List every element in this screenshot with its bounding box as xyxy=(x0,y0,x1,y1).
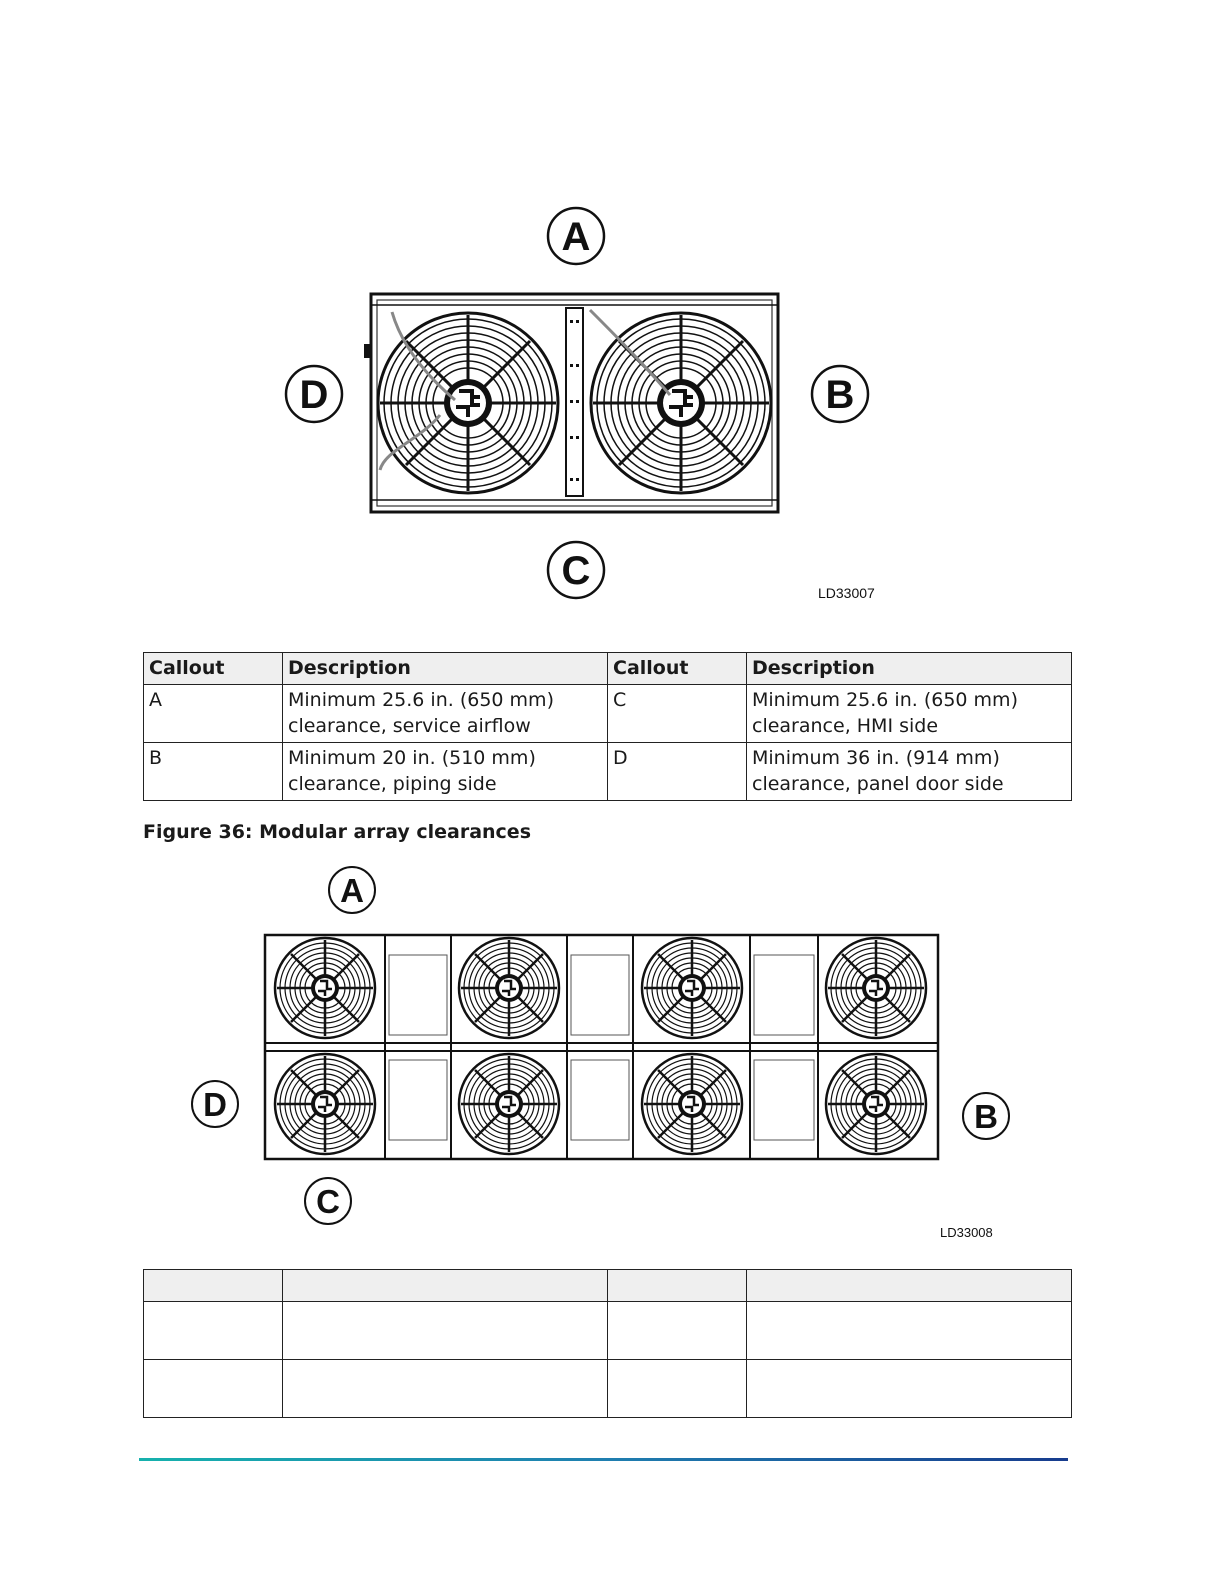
header-callout: Callout xyxy=(608,653,747,685)
figure-modular-array xyxy=(0,850,1224,1260)
svg-text:D: D xyxy=(299,373,329,417)
svg-text:D: D xyxy=(203,1086,227,1123)
callout-c xyxy=(548,542,604,598)
cell-callout: B xyxy=(144,743,283,801)
callout-d xyxy=(286,366,342,422)
callout-table xyxy=(143,652,1072,801)
callout-table-empty xyxy=(143,1269,1072,1418)
cell-callout: D xyxy=(608,743,747,801)
header-callout: Callout xyxy=(144,653,283,685)
callout-a xyxy=(548,208,604,264)
cell-description: Minimum 25.6 in. (650 mm) clearance, service airflow xyxy=(283,685,608,743)
svg-text:B: B xyxy=(825,373,855,417)
callout-b xyxy=(963,1093,1009,1139)
figure-title: Figure 36: Modular array clearances xyxy=(143,821,532,843)
header-description: Description xyxy=(747,653,1072,685)
svg-text:A: A xyxy=(340,872,364,909)
cell-description: Minimum 25.6 in. (650 mm) clearance, HMI side xyxy=(747,685,1072,743)
drawing-code: LD33007 xyxy=(818,585,875,601)
table-header-row xyxy=(144,653,1072,685)
table-row xyxy=(144,1302,1072,1360)
figure-unit-clearances xyxy=(0,0,1224,640)
svg-text:B: B xyxy=(974,1098,998,1135)
header-description: Description xyxy=(283,653,608,685)
cell-description: Minimum 20 in. (510 mm) clearance, piping side xyxy=(283,743,608,801)
table-header-row xyxy=(144,1270,1072,1302)
callout-d xyxy=(192,1081,238,1127)
callout-b xyxy=(812,366,868,422)
cell-callout: A xyxy=(144,685,283,743)
svg-text:C: C xyxy=(561,549,591,593)
callout-a xyxy=(329,867,375,913)
table-row xyxy=(144,685,1072,743)
modular-array-drawing xyxy=(0,850,1224,1260)
drawing-code: LD33008 xyxy=(940,1225,993,1240)
svg-text:A: A xyxy=(561,215,591,259)
unit-top-view-drawing xyxy=(0,0,1224,640)
svg-text:C: C xyxy=(316,1183,340,1220)
footer-rule xyxy=(139,1458,1068,1461)
table-row xyxy=(144,1360,1072,1418)
cell-callout: C xyxy=(608,685,747,743)
cell-description: Minimum 36 in. (914 mm) clearance, panel door side xyxy=(747,743,1072,801)
callout-c xyxy=(305,1178,351,1224)
table-row xyxy=(144,743,1072,801)
